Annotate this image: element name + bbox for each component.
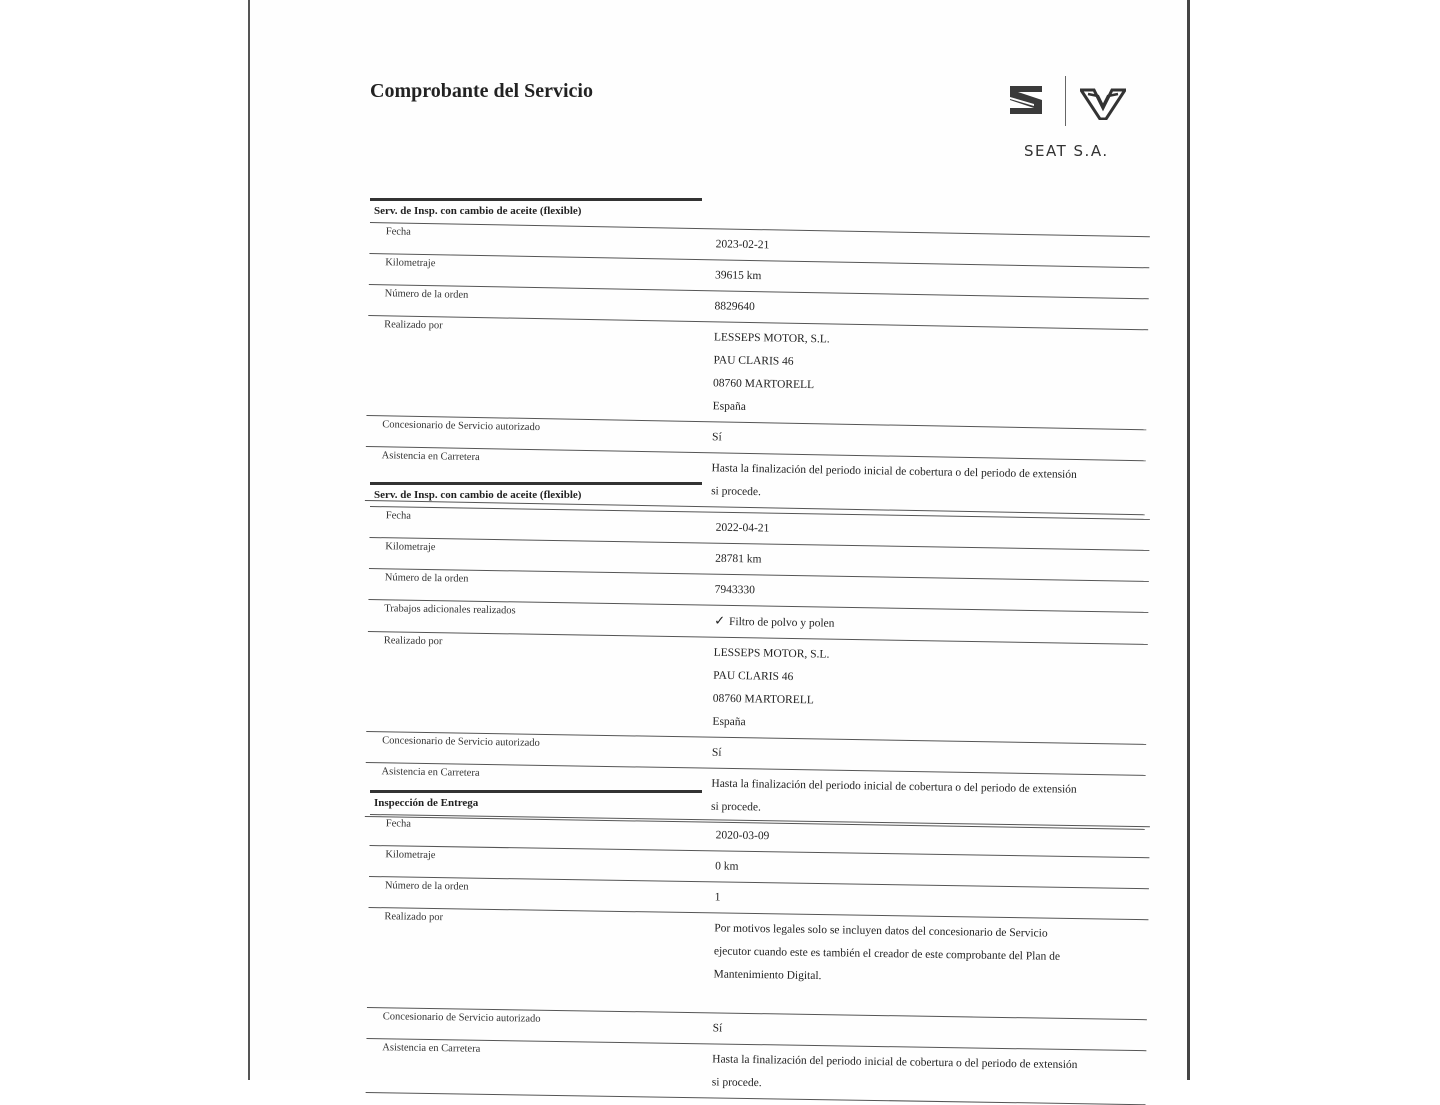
value-text: 28781 km	[715, 553, 762, 566]
row-label: Kilometraje	[385, 257, 435, 269]
value-text: 08760 MARTORELL	[713, 377, 814, 391]
value-line	[714, 610, 1148, 641]
record-rows	[365, 506, 1150, 830]
row-label: Realizado por	[384, 635, 443, 647]
value-text: si procede.	[711, 801, 761, 814]
value-text: Por motivos legales solo se incluyen datos del concesionario de Servicio	[714, 922, 1048, 939]
logo-divider	[1065, 76, 1066, 126]
section-bar	[370, 198, 702, 201]
row-value	[712, 1044, 1147, 1104]
value-text: Hasta la finalización del periodo inicial de cobertura o del periodo de extensión	[711, 778, 1076, 796]
value-text: LESSEPS MOTOR, S.L.	[714, 331, 830, 345]
row-label: Concesionario de Servicio autorizado	[382, 735, 540, 749]
row-label: Fecha	[386, 226, 411, 237]
value-text: si procede.	[712, 1076, 762, 1089]
cupra-triangle-logo-icon	[1080, 86, 1126, 120]
value-text: ejecutor cuando este es también el creador de este comprobante del Plan de	[714, 945, 1060, 962]
record-rows	[366, 814, 1150, 1105]
row-label: Asistencia en Carretera	[382, 766, 480, 779]
row-label: Trabajos adicionales realizados	[384, 603, 516, 616]
record-row	[367, 907, 1148, 1019]
value-text: 8829640	[714, 300, 754, 313]
row-value	[712, 638, 1148, 744]
row-label: Número de la orden	[385, 880, 469, 892]
row-label: Realizado por	[384, 911, 443, 923]
brand-logos	[1008, 76, 1136, 166]
value-text: Hasta la finalización del periodo inicial de cobertura o del periodo de extensión	[712, 1053, 1077, 1071]
value-text: Hasta la finalización del periodo inicial de cobertura o del periodo de extensión	[711, 462, 1076, 481]
row-value	[712, 322, 1148, 429]
row-label: Concesionario de Servicio autorizado	[382, 419, 540, 433]
value-line	[716, 824, 1150, 854]
value-text: 1	[715, 891, 721, 903]
value-line	[712, 742, 1146, 772]
record-rows	[365, 222, 1150, 515]
value-text: 2020-03-09	[716, 829, 770, 842]
value-line	[715, 886, 1149, 916]
row-value	[711, 453, 1146, 514]
section-title: Inspección de Entrega	[374, 797, 478, 809]
value-line	[715, 548, 1149, 578]
row-value	[713, 913, 1149, 1019]
value-text: Sí	[712, 431, 722, 443]
record-row	[366, 631, 1148, 744]
value-text: 2023-02-21	[716, 238, 770, 251]
value-text: si procede.	[711, 485, 761, 498]
record-row	[366, 315, 1148, 429]
row-label: Fecha	[386, 510, 411, 521]
row-label: Realizado por	[384, 319, 443, 331]
value-text: 2022-04-21	[716, 522, 770, 535]
section-title: Serv. de Insp. con cambio de aceite (flexible)	[374, 489, 581, 501]
section-title: Serv. de Insp. con cambio de aceite (flexible)	[374, 205, 581, 217]
value-line	[712, 1017, 1146, 1047]
document-page	[248, 0, 1190, 1080]
value-text: 39615 km	[715, 269, 762, 282]
row-label: Asistencia en Carretera	[382, 1042, 480, 1055]
row-label: Número de la orden	[385, 288, 469, 301]
row-label: Número de la orden	[385, 572, 469, 584]
row-label: Concesionario de Servicio autorizado	[383, 1011, 541, 1024]
section-bar	[370, 790, 702, 793]
seat-s-logo-icon	[1008, 84, 1044, 116]
value-text: España	[713, 400, 746, 413]
value-text: 08760 MARTORELL	[713, 693, 814, 707]
value-line	[715, 517, 1149, 547]
document-title: Comprobante del Servicio	[370, 80, 593, 103]
value-line	[715, 855, 1149, 885]
value-line	[714, 579, 1148, 609]
company-name: SEAT S.A.	[1024, 142, 1109, 160]
value-text: PAU CLARIS 46	[713, 670, 793, 683]
value-text: PAU CLARIS 46	[713, 354, 793, 367]
section-bar	[370, 482, 702, 485]
row-label: Kilometraje	[385, 849, 435, 861]
value-text: 7943330	[715, 584, 755, 597]
value-text: Filtro de polvo y polen	[729, 616, 835, 630]
value-text: Sí	[712, 747, 722, 759]
value-text: 0 km	[715, 860, 739, 872]
value-text: LESSEPS MOTOR, S.L.	[714, 647, 830, 661]
row-label: Kilometraje	[385, 541, 435, 553]
checkmark-icon: ✓	[714, 614, 725, 629]
value-text: Sí	[713, 1022, 723, 1034]
row-label: Fecha	[386, 818, 411, 829]
value-text: España	[712, 716, 745, 729]
value-text: Mantenimiento Digital.	[713, 968, 821, 982]
row-label: Asistencia en Carretera	[382, 450, 480, 463]
